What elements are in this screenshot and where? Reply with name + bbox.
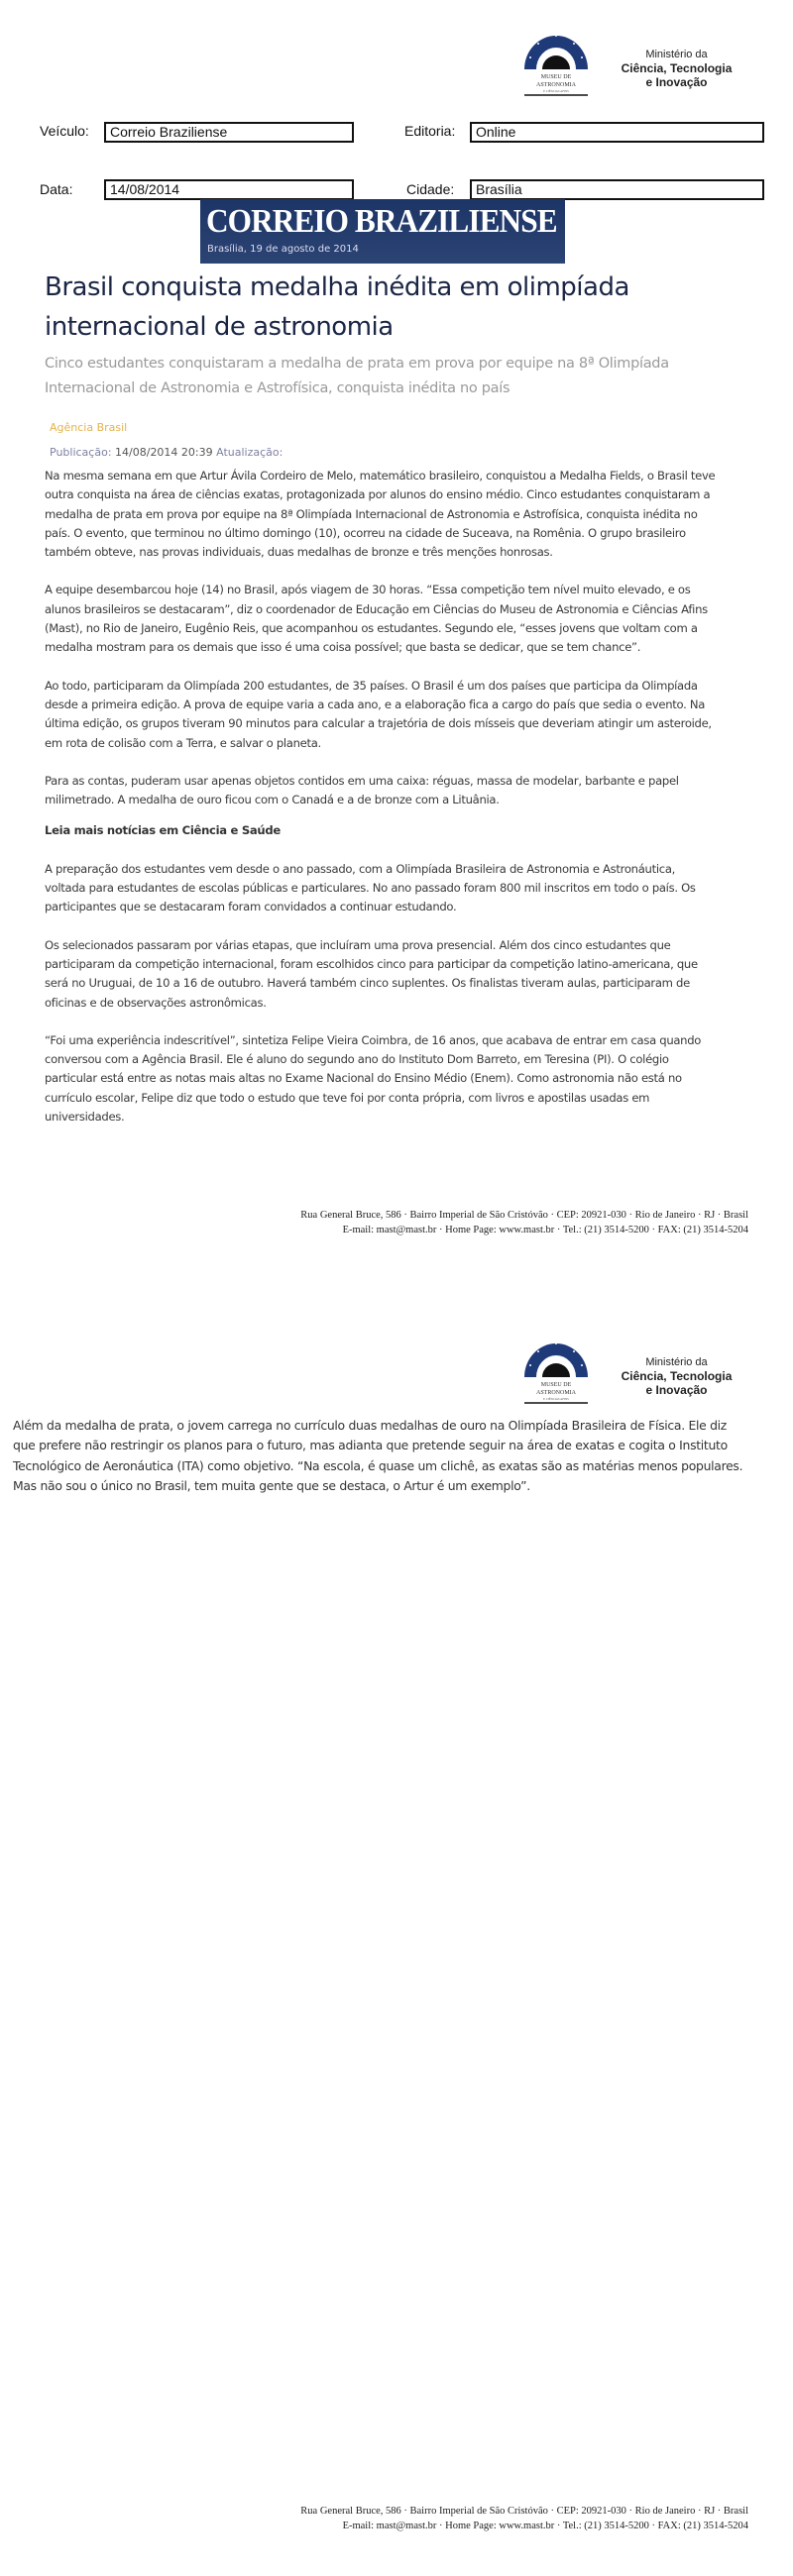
veiculo-field[interactable]: Correio Braziliense	[104, 122, 354, 143]
svg-text:E CIÊNCIAS AFINS: E CIÊNCIAS AFINS	[543, 89, 569, 93]
ministry-logo-text-page2	[610, 1355, 743, 1397]
ministry-logo-text	[610, 48, 743, 89]
data-label: Data:	[40, 181, 73, 197]
pub-label: Publicação:	[50, 446, 112, 459]
footer-contact: E-mail: mast@mast.br · Home Page: www.mast.br · Tel.: (21) 3514-5200 · FAX: (21) 3514-5204	[342, 2521, 748, 2531]
article-body	[45, 467, 719, 1127]
paragraph: Os selecionados passaram por várias etapas, que incluíram uma prova presencial. Além dos cinco estudantes que participaram da competição internacional, foram escolhidos cinco para participar da competição latino-americana, que será no Uruguai, de 10 a 16 de outubro. Haverá também cinco suplentes. Os finalistas tiveram aulas, participaram de oficinas e de observações astronômicas.	[45, 937, 698, 1010]
editoria-field[interactable]: Online	[470, 122, 764, 143]
ministry-line1: Ministério da	[645, 49, 708, 60]
paragraph: Ao todo, participaram da Olimpíada 200 estudantes, de 35 países. O Brasil é um dos países que participa da Olimpíada desde a primeira edição. A prova de equipe varia a cada ano, e a elaboração fica a cargo do país que sedia o evento. Na última edição, os grupos tiveram 90 minutos para calcular a trajetória de dois mísseis que deveriam atingir um asteroide, em rota de colisão com a Terra, e salvar o planeta.	[45, 678, 712, 750]
article-subtitle: Cinco estudantes conquistaram a medalha de prata em prova por equipe na 8ª Olimpíada Internacional de Astronomia e Astrofísica, conquista inédita no país	[45, 356, 669, 396]
veiculo-label: Veículo:	[40, 123, 89, 139]
svg-text:E CIÊNCIAS AFINS: E CIÊNCIAS AFINS	[543, 1397, 569, 1401]
data-field[interactable]: 14/08/2014	[104, 179, 354, 200]
paragraph: Além da medalha de prata, o jovem carrega no currículo duas medalhas de ouro na Olimpíada Brasileira de Física. Ele diz que prefere não restringir os planos para o futuro, mas adianta que pretende seguir na área de exatas e cogita o Instituto Tecnológico de Aeronáutica (ITA) como objetivo. “Na escola, é quase um clichê, as exatas são as matérias menos populares. Mas não sou o único no Brasil, tem muita gente que se destaca, o Artur é um exemplo”.	[13, 1418, 743, 1493]
paragraph: “Foi uma experiência indescritível”, sintetiza Felipe Vieira Coimbra, de 16 anos, que acabava de entrar em casa quando conversou com a Agência Brasil. Ele é aluno do segundo ano do Instituto Dom Barreto, em Teresina (PI). O colégio particular está entre as notas mais altas no Exame Nacional do Ensino Médio (Enem). Como astronomia não está no currículo escolar, Felipe diz que todo o estudo que teve foi por conta própria, com livros e apostilas usadas em universidades.	[45, 1032, 702, 1125]
svg-text:ASTRONOMIA: ASTRONOMIA	[535, 82, 577, 88]
page2-body	[13, 1416, 746, 1496]
footer-address: Rua General Bruce, 586 · Bairro Imperial de São Cristóvão · CEP: 20921-030 · Rio de Janeiro · RJ · Brasil	[300, 2506, 748, 2517]
cidade-field[interactable]: Brasília	[470, 179, 764, 200]
ministry-line1: Ministério da	[645, 1356, 708, 1368]
ministry-line3: e Inovação	[645, 1383, 708, 1397]
footer-contact: E-mail: mast@mast.br · Home Page: www.mast.br · Tel.: (21) 3514-5200 · FAX: (21) 3514-5204	[342, 1225, 748, 1235]
read-more-link[interactable]: Leia mais notícias em Ciência e Saúde	[45, 823, 281, 838]
newspaper-name: CORREIO BRAZILIENSE	[206, 203, 557, 240]
svg-text:MUSEU DE: MUSEU DE	[540, 1382, 572, 1388]
publication-info	[50, 446, 283, 459]
footer-address: Rua General Bruce, 586 · Bairro Imperial de São Cristóvão · CEP: 20921-030 · Rio de Janeiro · RJ · Brasil	[300, 1210, 748, 1221]
paragraph: Para as contas, puderam usar apenas objetos contidos em uma caixa: réguas, massa de modelar, barbante e papel milimetrado. A medalha de ouro ficou com o Canadá e a de bronze com a Lituânia.	[45, 773, 679, 807]
ministry-line2: Ciência, Tecnologia	[621, 1369, 733, 1383]
article-title: Brasil conquista medalha inédita em olimpíada internacional de astronomia	[45, 272, 629, 342]
paragraph: A equipe desembarcou hoje (14) no Brasil, após viagem de 30 horas. “Essa competição tem nível muito elevado, e os alunos brasileiros se destacaram”, diz o coordenador de Educação em Ciências do Museu de Astronomia e Ciências Afins (Mast), no Rio de Janeiro, Eugênio Reis, que acompanhou os estudantes. Segundo ele, “esses jovens que voltam com a medalha mostram para os demais que isso é uma coisa possível; que basta se dedicar, que se tem chance”.	[45, 583, 708, 655]
ministry-line3: e Inovação	[645, 75, 708, 89]
cidade-label: Cidade:	[406, 181, 455, 197]
pub-date: 14/08/2014 20:39	[115, 446, 213, 459]
svg-text:MUSEU DE: MUSEU DE	[540, 74, 572, 80]
museum-logo-page2	[520, 1338, 592, 1409]
newspaper-banner	[200, 199, 565, 264]
museum-logo	[520, 30, 592, 101]
editoria-label: Editoria:	[404, 123, 456, 139]
update-label: Atualização:	[216, 446, 283, 459]
page2-footer	[300, 2504, 748, 2533]
page1-footer	[300, 1208, 748, 1237]
svg-text:ASTRONOMIA: ASTRONOMIA	[535, 1390, 577, 1396]
ministry-line2: Ciência, Tecnologia	[621, 61, 733, 75]
paragraph: A preparação dos estudantes vem desde o ano passado, com a Olimpíada Brasileira de Astronomia e Astronáutica, voltada para estudantes de escolas públicas e particulares. No ano passado foram 800 mil inscritos em todo o país. Os participantes que se destacaram foram convidados a continuar estudando.	[45, 861, 696, 914]
banner-date: Brasília, 19 de agosto de 2014	[207, 244, 359, 255]
article-source: Agência Brasil	[50, 421, 128, 434]
paragraph: Na mesma semana em que Artur Ávila Cordeiro de Melo, matemático brasileiro, conquistou a Medalha Fields, o Brasil teve outra conquista na área de ciências exatas, protagonizada por alunos do ensino médio. Cinco estudantes conquistaram a medalha de prata em prova por equipe na 8ª Olimpíada Internacional de Astronomia e Astrofísica, conquista inédita no país. O evento, que terminou no último domingo (10), ocorreu na cidade de Suceava, na Romênia. O grupo brasileiro também obteve, nas provas individuais, duas medalhas de bronze e três menções honrosas.	[45, 469, 716, 560]
